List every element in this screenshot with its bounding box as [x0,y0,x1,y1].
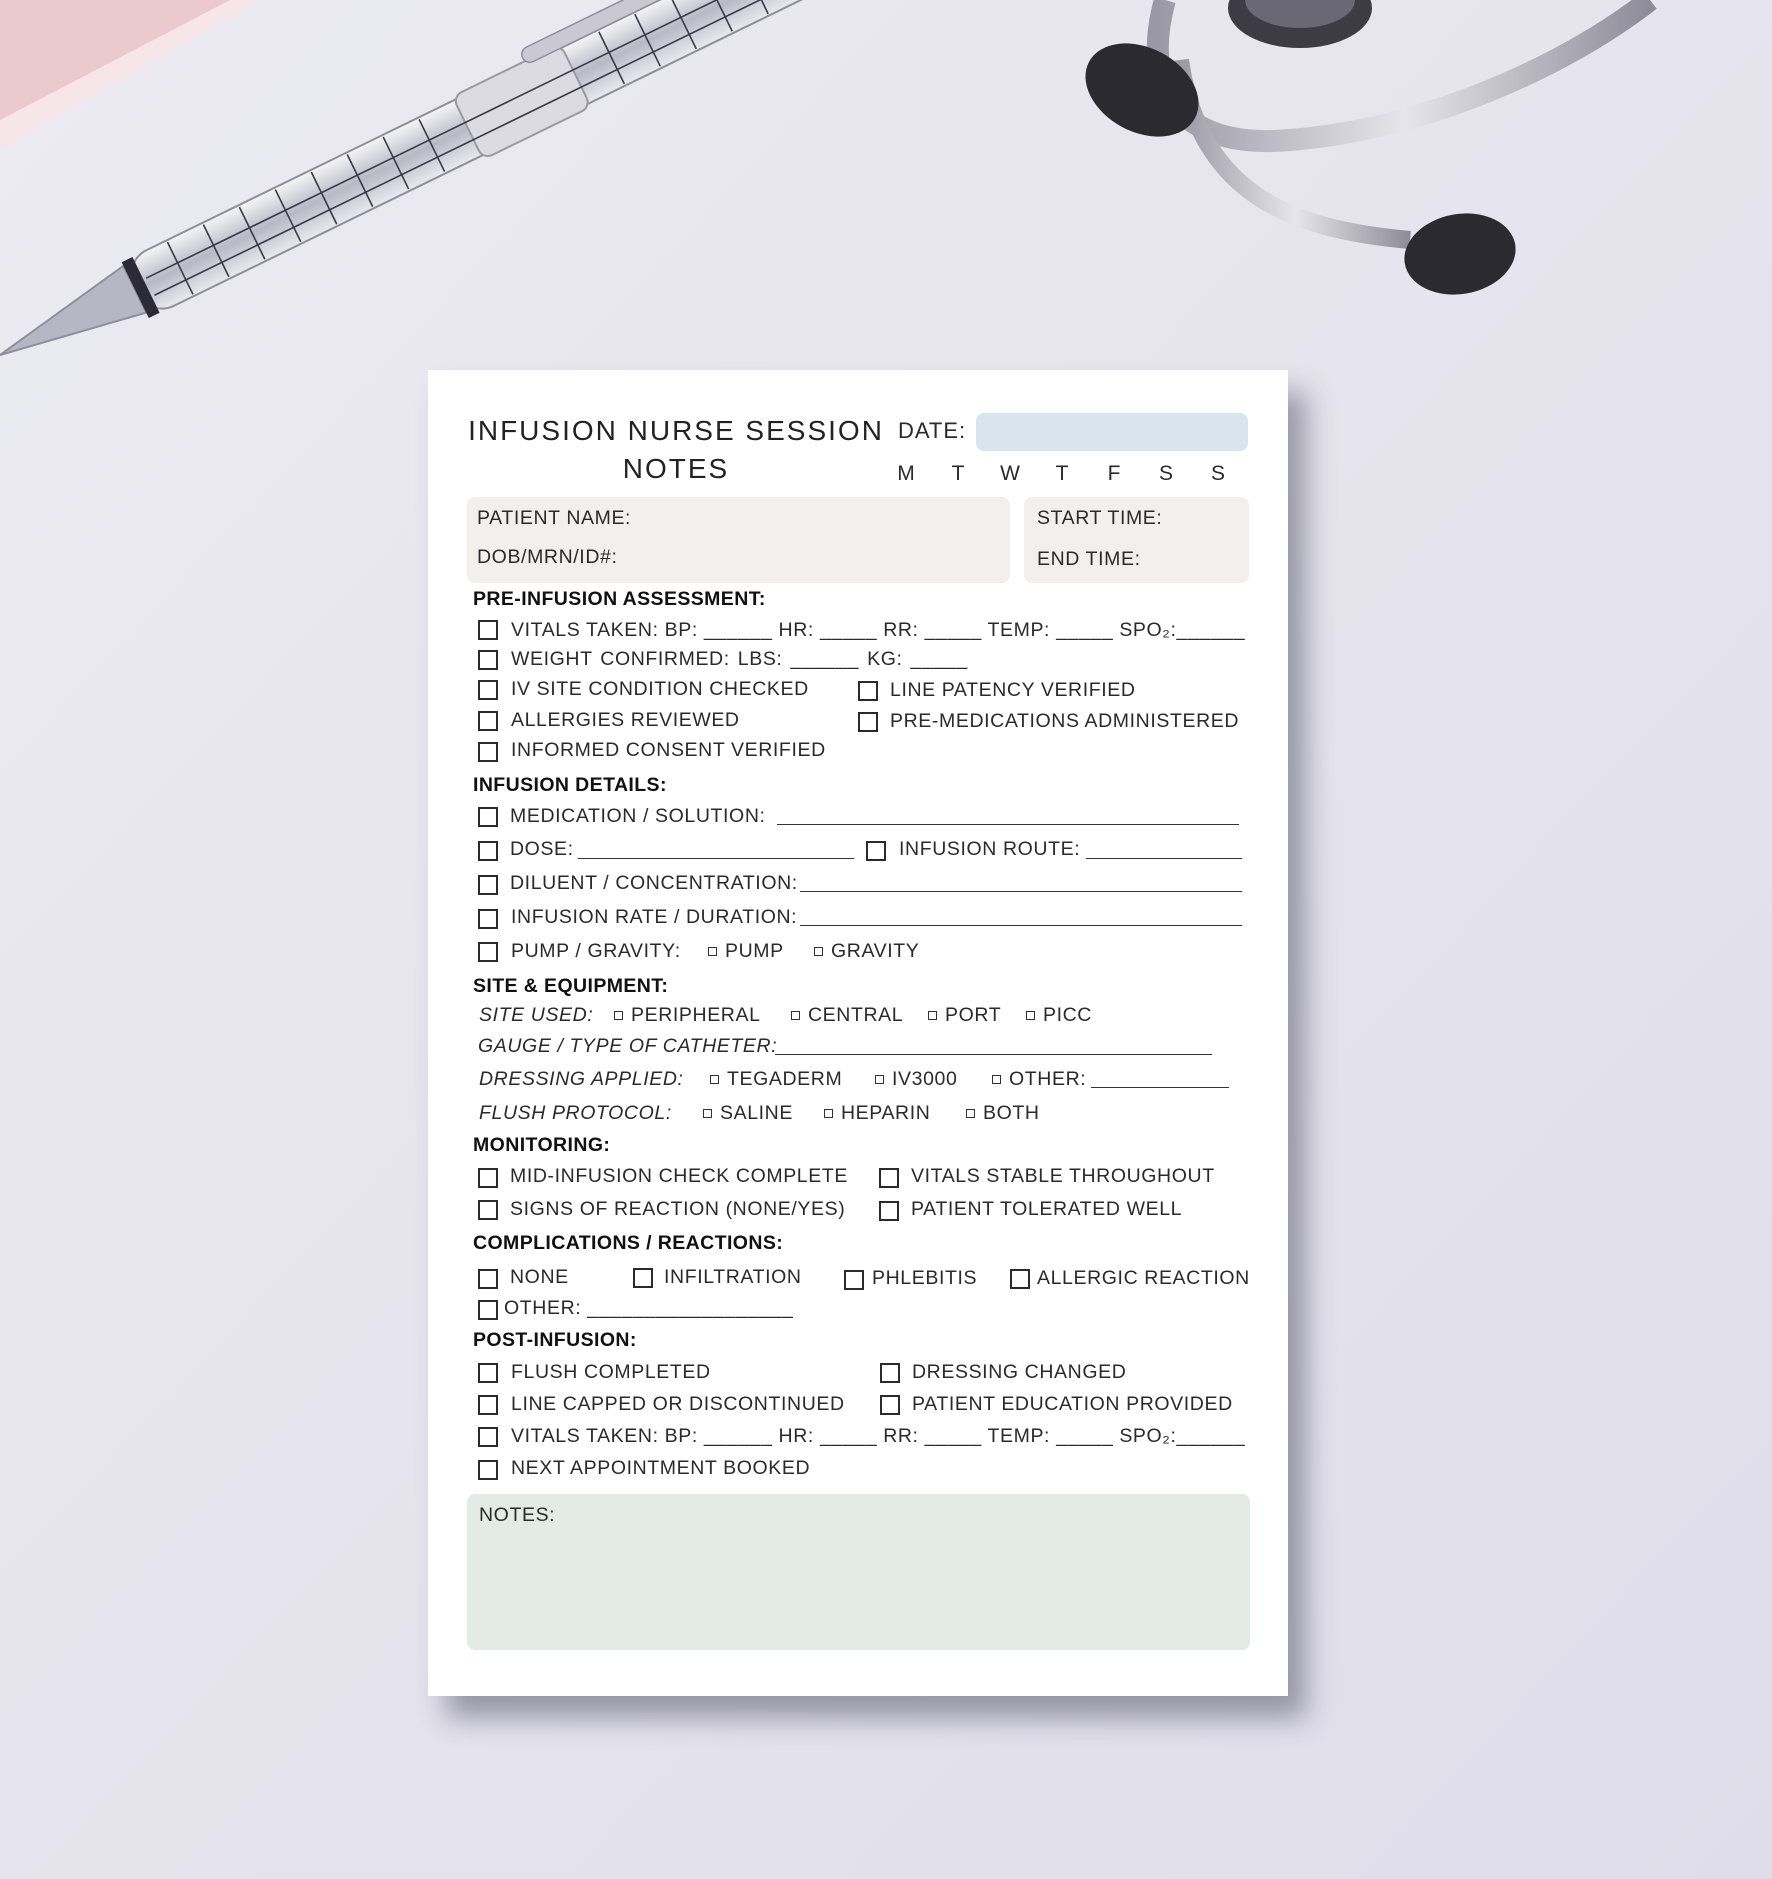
dressing-applied-label: DRESSING APPLIED: [479,1068,684,1090]
allergic-reaction-checkbox[interactable] [1010,1269,1030,1289]
pre-vitals-checkbox[interactable] [478,620,498,640]
medication-line[interactable] [777,824,1239,825]
pre-vitals-label: VITALS TAKEN: BP: ______ HR: _____ RR: _____ TEMP: _____ SPO₂:______ [511,619,1246,641]
iv3000-checkbox[interactable] [875,1075,884,1084]
form-title-line2: NOTES [622,453,730,484]
date-label: DATE: [898,418,967,443]
infusion-rate-line[interactable] [800,925,1242,926]
pre-infusion-heading: PRE-INFUSION ASSESSMENT: [473,588,766,610]
day-thursday[interactable]: T [1055,462,1069,485]
picc-label: PICC [1043,1004,1092,1026]
line-capped-checkbox[interactable] [478,1395,498,1415]
vitals-stable-checkbox[interactable] [879,1168,899,1188]
dose-line[interactable] [578,858,854,859]
day-friday[interactable]: F [1107,462,1121,485]
diluent-line[interactable] [800,891,1242,892]
both-label: BOTH [983,1102,1040,1124]
next-appointment-label: NEXT APPOINTMENT BOOKED [511,1457,811,1479]
saline-checkbox[interactable] [703,1109,712,1118]
peripheral-checkbox[interactable] [614,1011,623,1020]
dressing-other-option[interactable] [992,1068,1086,1091]
notes-area[interactable] [467,1494,1250,1650]
phlebitis-checkbox[interactable] [844,1270,864,1290]
central-checkbox[interactable] [791,1011,800,1020]
gravity-checkbox[interactable] [814,947,823,956]
dressing-changed-label: DRESSING CHANGED [912,1361,1127,1383]
infusion-details-heading: INFUSION DETAILS: [473,774,667,796]
consent-checkbox[interactable] [478,742,498,762]
premeds-label: PRE-MEDICATIONS ADMINISTERED [890,710,1240,732]
tolerated-label: PATIENT TOLERATED WELL [911,1198,1183,1220]
patient-name-label: PATIENT NAME: [477,507,632,529]
diluent-checkbox[interactable] [478,875,498,895]
iv3000-option[interactable] [875,1068,957,1091]
pump-gravity-label: PUMP / GRAVITY: [511,940,681,962]
mid-infusion-checkbox[interactable] [478,1168,498,1188]
next-appointment-checkbox[interactable] [478,1460,498,1480]
picc-option[interactable] [1026,1004,1092,1027]
peripheral-label: PERIPHERAL [631,1004,761,1026]
flush-completed-checkbox[interactable] [478,1363,498,1383]
post-vitals-label: VITALS TAKEN: BP: ______ HR: _____ RR: _____ TEMP: _____ SPO₂:______ [511,1425,1246,1447]
mid-infusion-label: MID-INFUSION CHECK COMPLETE [510,1165,848,1187]
post-vitals-checkbox[interactable] [478,1427,498,1447]
flush-completed-label: FLUSH COMPLETED [511,1361,711,1383]
session-notes-sheet [428,370,1288,1696]
day-wednesday[interactable]: W [1000,462,1020,485]
dressing-changed-checkbox[interactable] [880,1363,900,1383]
dressing-other-checkbox[interactable] [992,1075,1001,1084]
weight-confirmed-label: WEIGHT CONFIRMED: LBS: ______ KG: _____ [511,648,968,670]
saline-option[interactable] [703,1102,793,1125]
signs-reaction-label: SIGNS OF REACTION (NONE/YES) [510,1198,846,1220]
saline-label: SALINE [720,1102,793,1124]
consent-label: INFORMED CONSENT VERIFIED [511,739,826,761]
port-option[interactable] [928,1004,1001,1027]
dose-label: DOSE: [510,838,574,860]
site-used-label: SITE USED: [479,1004,594,1026]
flush-protocol-label: FLUSH PROTOCOL: [479,1102,672,1124]
iv-site-label: IV SITE CONDITION CHECKED [511,678,809,700]
infiltration-checkbox[interactable] [633,1268,653,1288]
iv-site-checkbox[interactable] [478,680,498,700]
port-label: PORT [945,1004,1002,1026]
port-checkbox[interactable] [928,1011,937,1020]
gauge-label: GAUGE / TYPE OF CATHETER: [478,1035,778,1057]
heparin-label: HEPARIN [841,1102,931,1124]
infiltration-label: INFILTRATION [664,1266,802,1288]
none-checkbox[interactable] [478,1269,498,1289]
dob-mrn-label: DOB/MRN/ID#: [477,546,618,568]
infusion-route-checkbox[interactable] [866,841,886,861]
complications-heading: COMPLICATIONS / REACTIONS: [473,1232,784,1254]
allergies-checkbox[interactable] [478,711,498,731]
line-patency-checkbox[interactable] [858,681,878,701]
central-option[interactable] [791,1004,903,1027]
heparin-checkbox[interactable] [824,1109,833,1118]
both-option[interactable] [966,1102,1040,1125]
dose-checkbox[interactable] [478,841,498,861]
day-saturday[interactable]: S [1158,462,1173,485]
notes-label: NOTES: [479,1504,556,1526]
day-tuesday[interactable]: T [951,462,965,485]
gravity-option[interactable] [814,940,919,963]
dressing-other-label: OTHER: [1009,1068,1087,1090]
day-sunday[interactable]: S [1210,462,1225,485]
form-title-line1: INFUSION NURSE SESSION [468,415,884,446]
vitals-stable-label: VITALS STABLE THROUGHOUT [911,1165,1215,1187]
iv3000-label: IV3000 [892,1068,958,1090]
post-infusion-heading: POST-INFUSION: [473,1329,637,1351]
infusion-route-line[interactable] [1086,858,1242,859]
start-time-label: START TIME: [1037,507,1163,529]
pump-checkbox[interactable] [708,947,717,956]
education-label: PATIENT EDUCATION PROVIDED [912,1393,1233,1415]
none-label: NONE [510,1266,569,1288]
tolerated-checkbox[interactable] [879,1201,899,1221]
day-monday[interactable]: M [897,462,915,485]
diluent-label: DILUENT / CONCENTRATION: [510,872,798,894]
pump-gravity-checkbox[interactable] [478,942,498,962]
site-equipment-heading: SITE & EQUIPMENT: [473,975,669,997]
tegaderm-label: TEGADERM [727,1068,843,1090]
medication-label: MEDICATION / SOLUTION: [510,805,766,827]
line-capped-label: LINE CAPPED OR DISCONTINUED [511,1393,845,1415]
heparin-option[interactable] [824,1102,930,1125]
end-time-label: END TIME: [1037,548,1141,570]
gauge-line[interactable] [775,1054,1212,1055]
signs-reaction-checkbox[interactable] [478,1200,498,1220]
both-checkbox[interactable] [966,1109,975,1118]
premeds-checkbox[interactable] [858,712,878,732]
pump-label: PUMP [725,940,784,962]
phlebitis-label: PHLEBITIS [872,1267,978,1289]
tegaderm-checkbox[interactable] [710,1075,719,1084]
infusion-rate-label: INFUSION RATE / DURATION: [511,906,798,928]
central-label: CENTRAL [808,1004,904,1026]
peripheral-option[interactable] [614,1004,761,1027]
gravity-label: GRAVITY [831,940,920,962]
allergies-label: ALLERGIES REVIEWED [511,709,740,731]
line-patency-label: LINE PATENCY VERIFIED [890,679,1136,701]
education-checkbox[interactable] [880,1395,900,1415]
picc-checkbox[interactable] [1026,1011,1035,1020]
weight-confirmed-checkbox[interactable] [478,650,498,670]
date-field[interactable] [976,413,1248,451]
infusion-rate-checkbox[interactable] [478,909,498,929]
dressing-other-line[interactable] [1091,1087,1229,1088]
complication-other-checkbox[interactable] [478,1300,498,1320]
pump-option[interactable] [708,940,784,963]
monitoring-heading: MONITORING: [473,1134,611,1156]
infusion-route-label: INFUSION ROUTE: [899,838,1081,860]
allergic-reaction-label: ALLERGIC REACTION [1037,1267,1250,1289]
complication-other-label: OTHER: __________________ [504,1297,794,1319]
tegaderm-option[interactable] [710,1068,842,1091]
medication-checkbox[interactable] [478,807,498,827]
